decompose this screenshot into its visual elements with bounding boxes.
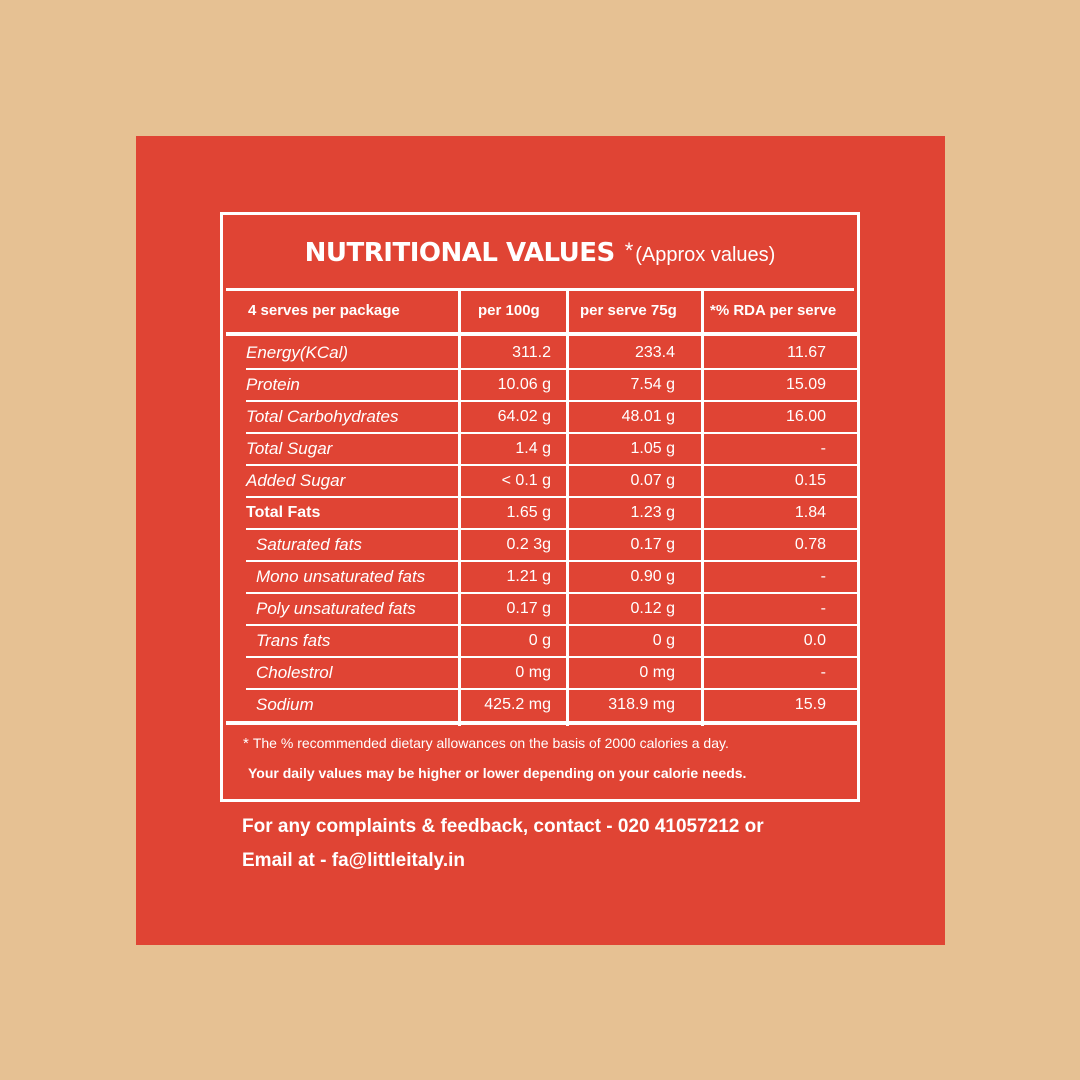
- value-per-serve: 48.01 g: [621, 408, 675, 425]
- nutrition-grid: [226, 288, 857, 726]
- value-per-100g: 425.2 mg: [484, 696, 551, 713]
- nutrient-name: Added Sugar: [246, 471, 346, 490]
- table-row: [226, 465, 857, 497]
- table-row: [226, 561, 857, 593]
- table-row: [226, 369, 857, 401]
- value-per-100g: 1.65 g: [506, 504, 551, 521]
- title-row: [226, 218, 854, 291]
- contact-info: [242, 810, 764, 878]
- value-rda: 0.0: [803, 632, 826, 649]
- value-rda: 16.00: [785, 408, 826, 425]
- header-per100g: per 100g: [478, 301, 540, 319]
- nutrient-name: Poly unsaturated fats: [256, 599, 416, 618]
- value-rda: 15.09: [785, 376, 826, 393]
- title-star: *: [624, 238, 634, 263]
- table-row: [226, 625, 857, 657]
- nutrition-table: [220, 212, 860, 802]
- table-row: [226, 497, 857, 529]
- header-serves: 4 serves per package: [248, 301, 400, 319]
- value-per-serve: 1.05 g: [630, 440, 675, 457]
- value-per-100g: 0.17 g: [506, 600, 551, 617]
- value-per-serve: 0.12 g: [630, 600, 675, 617]
- value-per-serve: 233.4: [634, 344, 675, 361]
- value-per-100g: 311.2: [512, 344, 551, 361]
- value-per-100g: < 0.1 g: [501, 472, 551, 489]
- value-rda: 0.78: [794, 536, 826, 553]
- value-per-100g: 0 mg: [515, 664, 551, 681]
- contact-email-line: Email at - fa@littleitaly.in: [242, 850, 465, 871]
- value-per-serve: 0.07 g: [630, 472, 675, 489]
- nutrient-name: Cholestrol: [256, 663, 333, 682]
- table-row: [226, 433, 857, 465]
- header-rda: *% RDA per serve: [710, 301, 837, 319]
- footnote-text-1: The % recommended dietary allowances on the basis of 2000 calories a day.: [252, 735, 729, 751]
- title-note: [624, 238, 776, 267]
- table-row: [226, 689, 857, 721]
- table-row: [226, 337, 857, 369]
- value-per-100g: 0 g: [528, 632, 551, 649]
- table-row: [226, 657, 857, 689]
- table-row: [226, 593, 857, 625]
- nutrient-name: Total Carbohydrates: [246, 407, 399, 426]
- value-rda: -: [820, 568, 826, 585]
- table-row: [226, 401, 857, 433]
- nutrient-name: Sodium: [256, 695, 314, 714]
- header-per-serve: per serve 75g: [580, 301, 677, 319]
- title-note-text: (Approx values): [635, 244, 776, 266]
- value-rda: 15.9: [794, 696, 826, 713]
- nutrient-name: Trans fats: [256, 631, 331, 650]
- header-divider: [226, 332, 857, 336]
- nutrient-name: Total Sugar: [246, 439, 333, 458]
- value-per-serve: 0 g: [652, 632, 675, 649]
- nutrient-name: Saturated fats: [256, 535, 362, 554]
- footnote-line-2: Your daily values may be higher or lower depending on your calorie needs.: [248, 765, 747, 781]
- value-rda: 1.84: [794, 504, 826, 521]
- value-per-serve: 0 mg: [639, 664, 675, 681]
- value-rda: 0.15: [794, 472, 826, 489]
- value-per-100g: 64.02 g: [497, 408, 551, 425]
- nutrient-name: Mono unsaturated fats: [256, 567, 426, 586]
- value-rda: -: [820, 664, 826, 681]
- value-per-serve: 0.17 g: [630, 536, 675, 553]
- footnote-star: *: [243, 735, 249, 752]
- value-per-serve: 1.23 g: [630, 504, 675, 521]
- nutrient-name: Total Fats: [246, 504, 321, 521]
- footnote-line-1: [243, 735, 729, 752]
- value-per-serve: 318.9 mg: [608, 696, 675, 713]
- value-per-serve: 0.90 g: [630, 568, 675, 585]
- table-row: [226, 529, 857, 561]
- table-bottom-divider: [226, 721, 857, 725]
- table-title: NUTRITIONAL VALUES: [304, 238, 615, 268]
- contact-line-1: For any complaints & feedback, contact - 020 41057212 or: [242, 816, 764, 837]
- value-per-100g: 10.06 g: [497, 376, 551, 393]
- nutrient-name: Protein: [246, 375, 300, 394]
- value-per-100g: 1.21 g: [506, 568, 551, 585]
- value-per-serve: 7.54 g: [630, 376, 675, 393]
- value-per-100g: 0.2 3g: [506, 536, 551, 553]
- value-per-100g: 1.4 g: [515, 440, 551, 457]
- nutrient-name: Energy(KCal): [246, 343, 349, 362]
- value-rda: -: [820, 600, 826, 617]
- value-rda: -: [820, 440, 826, 457]
- value-rda: 11.67: [787, 344, 826, 361]
